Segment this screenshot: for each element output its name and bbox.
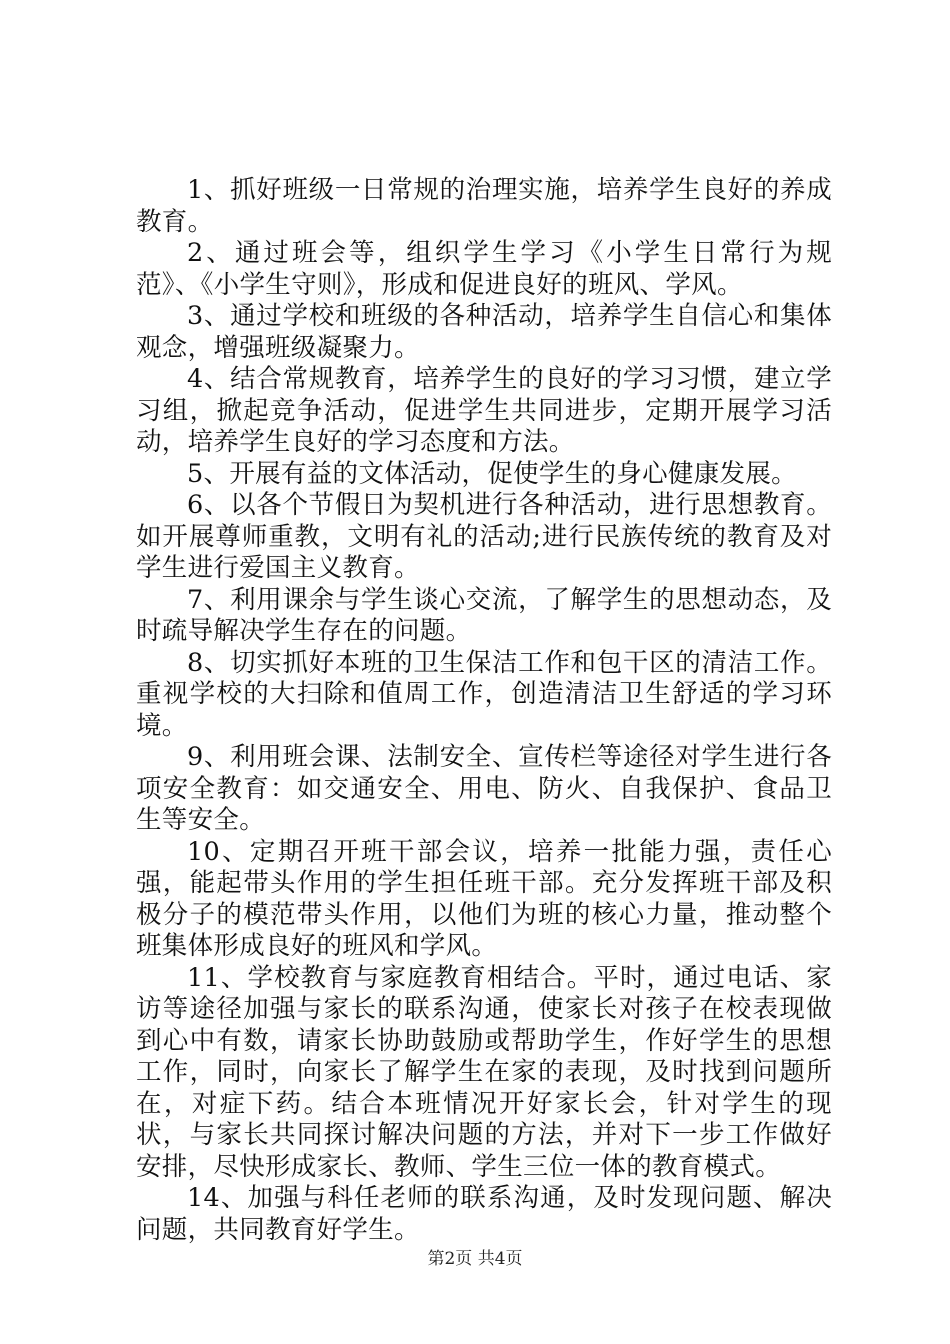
paragraph-14: 14、加强与科任老师的联系沟通，及时发现问题、解决问题，共同教育好学生。 [136,1183,832,1245]
paragraph-11: 11、学校教育与家庭教育相结合。平时，通过电话、家访等途径加强与家长的联系沟通，使家长对孩子在校表现做到心中有数，请家长协助鼓励或帮助学生，作好学生的思想工作，同时，向家长了解学生在家的表现，及时找到问题所在，对症下药。结合本班情况开好家长会，针对学生的现状，与家长共同探讨解决问题的方法，并对下一步工作做好安排，尽快形成家长、教师、学生三位一体的教育模式。 [136,962,832,1182]
paragraph-7: 7、利用课余与学生谈心交流，了解学生的思想动态，及时疏导解决学生存在的问题。 [136,584,832,646]
paragraph-3: 3、通过学校和班级的各种活动，培养学生自信心和集体观念，增强班级凝聚力。 [136,301,832,363]
paragraph-4: 4、结合常规教育，培养学生的良好的学习习惯，建立学习组，掀起竞争活动，促进学生共同进步，定期开展学习活动，培养学生良好的学习态度和方法。 [136,364,832,457]
paragraph-1: 1、抓好班级一日常规的治理实施，培养学生良好的养成教育。 [136,175,832,237]
paragraph-8: 8、切实抓好本班的卫生保洁工作和包干区的清洁工作。重视学校的大扫除和值周工作，创造清洁卫生舒适的学习环境。 [136,647,832,741]
document-body [136,175,832,1246]
page-number-footer: 第2页 共4页 [427,1249,523,1269]
paragraph-2: 2、通过班会等，组织学生学习《小学生日常行为规范》、《小学生守则》，形成和促进良好的班风、学风。 [136,238,832,300]
paragraph-6: 6、以各个节假日为契机进行各种活动，进行思想教育。如开展尊师重教，文明有礼的活动;进行民族传统的教育及对学生进行爱国主义教育。 [136,490,832,583]
paragraph-9: 9、利用班会课、法制安全、宣传栏等途径对学生进行各项安全教育：如交通安全、用电、防火、自我保护、食品卫生等安全。 [136,742,832,835]
paragraph-5: 5、开展有益的文体活动，促使学生的身心健康发展。 [187,458,797,489]
paragraph-10: 10、定期召开班干部会议，培养一批能力强，责任心强，能起带头作用的学生担任班干部。充分发挥班干部及积极分子的模范带头作用，以他们为班的核心力量，推动整个班集体形成良好的班风和学风。 [136,836,832,961]
